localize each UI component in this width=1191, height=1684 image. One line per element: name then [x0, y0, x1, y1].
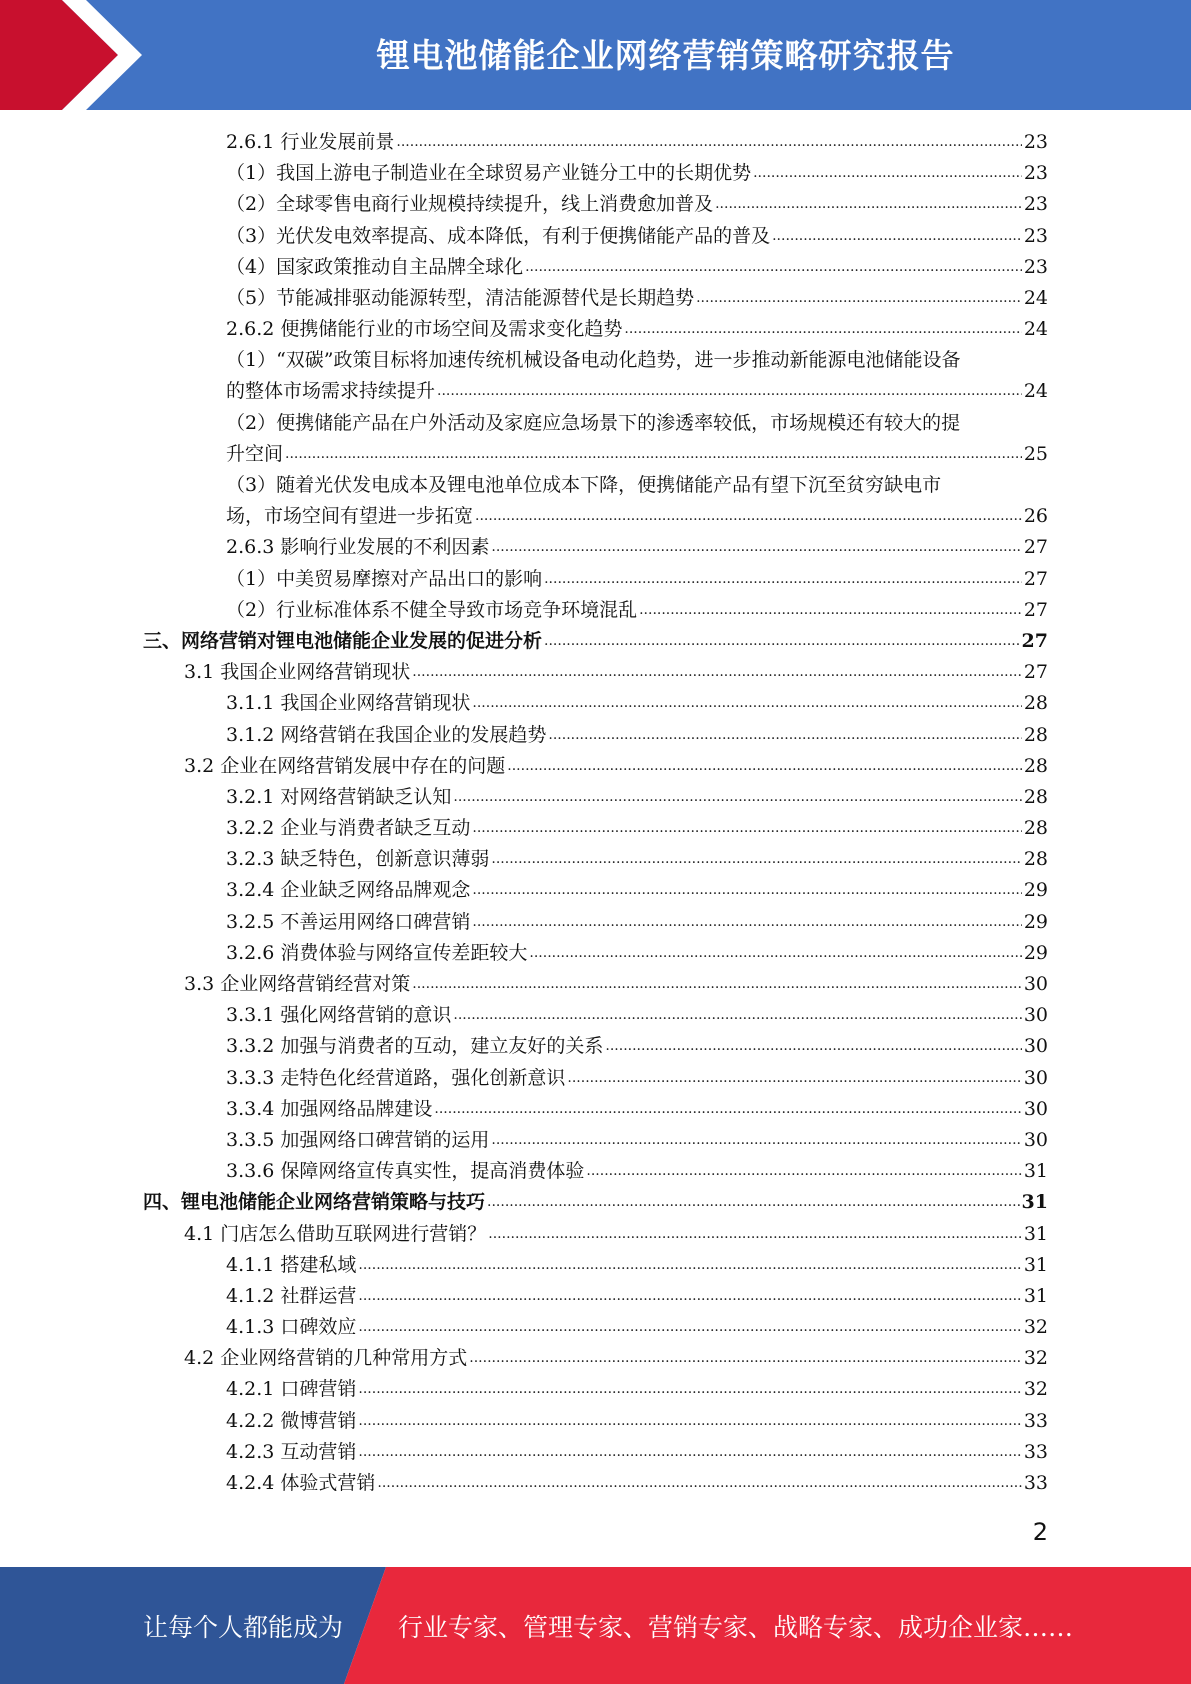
- toc-entry-title: 4.2.3 互动营销: [226, 1440, 357, 1463]
- toc-entry-title: 四、锂电池储能企业网络营销策略与技巧: [143, 1191, 486, 1214]
- toc-dot-leader: [358, 1250, 1021, 1281]
- toc-entry[interactable]: [0, 626, 1191, 657]
- toc-entry-title: （1）“双碳”政策目标将加速传统机械设备电动化趋势，进一步推动新能源电池储能设备: [226, 349, 961, 372]
- toc-entry-page: 24: [1023, 286, 1048, 309]
- toc-entry-title: 3.3.3 走特色化经营道路，强化创新意识: [226, 1066, 566, 1089]
- toc-entry-title: （3）光伏发电效率提高、成本降低，有利于便携储能产品的普及: [226, 224, 771, 247]
- toc-entry[interactable]: [0, 1281, 1191, 1312]
- toc-entry-page: 23: [1023, 224, 1048, 247]
- toc-entry-title: 3.2.6 消费体验与网络宣传差距较大: [226, 941, 528, 964]
- toc-entry-page: 29: [1023, 879, 1048, 902]
- toc-entry[interactable]: [0, 688, 1191, 719]
- toc-entry[interactable]: [0, 1187, 1191, 1218]
- table-of-contents: [0, 127, 1191, 1499]
- page-footer: [0, 1567, 1191, 1684]
- toc-entry[interactable]: [0, 969, 1191, 1000]
- toc-entry-title: 3.2.2 企业与消费者缺乏互动: [226, 817, 471, 840]
- toc-entry[interactable]: [0, 657, 1191, 688]
- toc-entry-page: 28: [1023, 723, 1048, 746]
- toc-entry[interactable]: [0, 1406, 1191, 1437]
- toc-dot-leader: [472, 813, 1021, 844]
- toc-entry[interactable]: [0, 408, 1191, 439]
- toc-dot-leader: [472, 907, 1021, 938]
- toc-entry-title: 3.3.4 加强网络品牌建设: [226, 1097, 433, 1120]
- toc-entry-page: 28: [1023, 848, 1048, 871]
- toc-dot-leader: [285, 439, 1022, 470]
- toc-entry[interactable]: [0, 158, 1191, 189]
- toc-entry[interactable]: [0, 501, 1191, 532]
- toc-dot-leader: [358, 1406, 1021, 1437]
- toc-dot-leader: [586, 1156, 1021, 1187]
- toc-entry[interactable]: [0, 907, 1191, 938]
- toc-entry[interactable]: [0, 314, 1191, 345]
- toc-dot-leader: [507, 751, 1022, 782]
- toc-entry[interactable]: [0, 1343, 1191, 1374]
- toc-entry-title: 3.2.1 对网络营销缺乏认知: [226, 785, 452, 808]
- toc-dot-leader: [358, 1374, 1021, 1405]
- toc-dot-leader: [469, 1343, 1022, 1374]
- toc-entry-page: 31: [1023, 1222, 1048, 1245]
- toc-entry-page: 30: [1023, 973, 1048, 996]
- toc-entry-title: 3.2.5 不善运用网络口碑营销: [226, 910, 471, 933]
- toc-entry[interactable]: [0, 1468, 1191, 1499]
- toc-entry[interactable]: [0, 221, 1191, 252]
- toc-entry[interactable]: [0, 938, 1191, 969]
- toc-entry[interactable]: [0, 782, 1191, 813]
- toc-entry-title: 2.6.3 影响行业发展的不利因素: [226, 536, 490, 559]
- toc-entry-page: 23: [1023, 193, 1048, 216]
- toc-entry-title: 3.3 企业网络营销经营对策: [184, 973, 411, 996]
- toc-dot-leader: [396, 127, 1021, 158]
- toc-entry-title: 3.3.6 保障网络宣传真实性，提高消费体验: [226, 1160, 585, 1183]
- toc-dot-leader: [491, 844, 1021, 875]
- toc-entry-title: （2）行业标准体系不健全导致市场竞争环境混乱: [226, 598, 638, 621]
- toc-entry[interactable]: [0, 1437, 1191, 1468]
- toc-entry-title: 的整体市场需求持续提升: [226, 380, 436, 403]
- toc-entry[interactable]: [0, 595, 1191, 626]
- toc-dot-leader: [525, 252, 1022, 283]
- header-arrow-decoration: [0, 0, 160, 110]
- toc-dot-leader: [696, 283, 1022, 314]
- toc-entry-title: 3.3.1 强化网络营销的意识: [226, 1004, 452, 1027]
- toc-entry[interactable]: [0, 345, 1191, 376]
- toc-entry[interactable]: [0, 720, 1191, 751]
- toc-entry-title: （4）国家政策推动自主品牌全球化: [226, 255, 524, 278]
- toc-entry-page: 28: [1023, 785, 1048, 808]
- toc-entry[interactable]: [0, 1219, 1191, 1250]
- toc-entry-page: 32: [1023, 1316, 1048, 1339]
- toc-entry-page: 30: [1023, 1097, 1048, 1120]
- toc-entry-title: 3.3.5 加强网络口碑营销的运用: [226, 1128, 490, 1151]
- toc-entry-title: （3）随着光伏发电成本及锂电池单位成本下降，便携储能产品有望下沉至贫穷缺电市: [226, 474, 942, 497]
- toc-entry-title: 4.2.1 口碑营销: [226, 1378, 357, 1401]
- toc-entry-page: 27: [1021, 629, 1048, 652]
- toc-entry-page: 27: [1023, 536, 1048, 559]
- page-header: [0, 0, 1191, 110]
- toc-dot-leader: [434, 1094, 1021, 1125]
- toc-entry-page: 31: [1021, 1191, 1048, 1214]
- toc-entry-page: 32: [1023, 1347, 1048, 1370]
- toc-dot-leader: [544, 564, 1022, 595]
- toc-entry-title: 3.2 企业在网络营销发展中存在的问题: [184, 754, 506, 777]
- toc-entry-page: 33: [1023, 1409, 1048, 1432]
- footer-slogan-right: 行业专家、管理专家、营销专家、战略专家、成功企业家……: [398, 1612, 1074, 1642]
- toc-entry-page: 30: [1023, 1066, 1048, 1089]
- toc-entry-title: 4.2.2 微博营销: [226, 1409, 357, 1432]
- toc-dot-leader: [624, 314, 1021, 345]
- toc-entry-title: 4.1.3 口碑效应: [226, 1316, 357, 1339]
- toc-entry-title: 3.1 我国企业网络营销现状: [184, 661, 411, 684]
- toc-dot-leader: [412, 657, 1022, 688]
- toc-dot-leader: [412, 969, 1022, 1000]
- toc-entry-page: 28: [1023, 692, 1048, 715]
- toc-entry[interactable]: [0, 1312, 1191, 1343]
- toc-entry[interactable]: [0, 470, 1191, 501]
- toc-entry-title: 4.2 企业网络营销的几种常用方式: [184, 1347, 468, 1370]
- toc-entry-title: （5）节能减排驱动能源转型，清洁能源替代是长期趋势: [226, 286, 695, 309]
- toc-entry-title: 3.1.2 网络营销在我国企业的发展趋势: [226, 723, 547, 746]
- toc-dot-leader: [453, 1000, 1021, 1031]
- toc-entry[interactable]: [0, 283, 1191, 314]
- report-title: 锂电池储能企业网络营销策略研究报告: [376, 35, 955, 75]
- toc-entry[interactable]: [0, 1031, 1191, 1062]
- toc-entry[interactable]: [0, 127, 1191, 158]
- toc-entry[interactable]: [0, 564, 1191, 595]
- toc-entry[interactable]: [0, 844, 1191, 875]
- toc-dot-leader: [358, 1312, 1021, 1343]
- toc-dot-leader: [487, 1187, 1020, 1218]
- toc-dot-leader: [772, 221, 1022, 252]
- toc-entry[interactable]: [0, 252, 1191, 283]
- toc-dot-leader: [437, 376, 1022, 407]
- toc-dot-leader: [605, 1031, 1021, 1062]
- toc-dot-leader: [548, 720, 1021, 751]
- toc-entry-page: 31: [1023, 1160, 1048, 1183]
- toc-entry-page: 28: [1023, 817, 1048, 840]
- toc-entry-page: 27: [1023, 567, 1048, 590]
- footer-slogan-left: 让每个人都能成为: [143, 1612, 344, 1642]
- toc-dot-leader: [475, 501, 1022, 532]
- toc-entry[interactable]: [0, 876, 1191, 907]
- toc-entry[interactable]: [0, 1094, 1191, 1125]
- toc-entry-title: 三、网络营销对锂电池储能企业发展的促进分析: [143, 629, 543, 652]
- toc-entry-title: 3.2.4 企业缺乏网络品牌观念: [226, 879, 471, 902]
- toc-entry-page: 32: [1023, 1378, 1048, 1401]
- toc-entry[interactable]: [0, 1125, 1191, 1156]
- toc-entry-page: 27: [1023, 661, 1048, 684]
- toc-entry-title: 4.1 门店怎么借助互联网进行营销？: [184, 1222, 487, 1245]
- toc-entry[interactable]: [0, 1375, 1191, 1406]
- toc-dot-leader: [491, 1125, 1021, 1156]
- toc-entry[interactable]: [0, 532, 1191, 563]
- toc-entry-title: 升空间: [226, 442, 284, 465]
- toc-entry-page: 29: [1023, 941, 1048, 964]
- toc-dot-leader: [639, 595, 1022, 626]
- toc-entry-page: 30: [1023, 1004, 1048, 1027]
- toc-entry[interactable]: [0, 1000, 1191, 1031]
- toc-entry-title: 4.1.2 社群运营: [226, 1284, 357, 1307]
- toc-dot-leader: [472, 688, 1021, 719]
- toc-dot-leader: [715, 189, 1022, 220]
- toc-dot-leader: [529, 938, 1021, 969]
- toc-entry-page: 24: [1023, 380, 1048, 403]
- toc-entry-page: 33: [1023, 1440, 1048, 1463]
- toc-entry[interactable]: [0, 439, 1191, 470]
- toc-entry-page: 29: [1023, 910, 1048, 933]
- toc-entry-title: （1）中美贸易摩擦对产品出口的影响: [226, 567, 543, 590]
- toc-dot-leader: [567, 1063, 1021, 1094]
- toc-entry[interactable]: [0, 189, 1191, 220]
- toc-dot-leader: [453, 782, 1021, 813]
- toc-entry-page: 25: [1023, 442, 1048, 465]
- toc-entry-page: 30: [1023, 1128, 1048, 1151]
- page-number: 2: [1032, 1518, 1048, 1546]
- toc-entry[interactable]: [0, 1156, 1191, 1187]
- toc-entry-title: 场，市场空间有望进一步拓宽: [226, 505, 474, 528]
- toc-entry-page: 31: [1023, 1284, 1048, 1307]
- toc-entry-title: 4.2.4 体验式营销: [226, 1472, 376, 1495]
- toc-dot-leader: [488, 1219, 1022, 1250]
- toc-entry-title: 2.6.1 行业发展前景: [226, 130, 395, 153]
- toc-dot-leader: [544, 626, 1020, 657]
- toc-entry[interactable]: [0, 377, 1191, 408]
- toc-dot-leader: [491, 532, 1021, 563]
- toc-entry[interactable]: [0, 813, 1191, 844]
- toc-entry-title: （2）全球零售电商行业规模持续提升，线上消费愈加普及: [226, 193, 714, 216]
- toc-entry[interactable]: [0, 751, 1191, 782]
- toc-entry-page: 24: [1023, 318, 1048, 341]
- toc-entry-title: （2）便携储能产品在户外活动及家庭应急场景下的渗透率较低，市场规模还有较大的提: [226, 411, 961, 434]
- toc-entry-page: 30: [1023, 1035, 1048, 1058]
- toc-entry[interactable]: [0, 1250, 1191, 1281]
- toc-entry-page: 23: [1023, 162, 1048, 185]
- toc-entry-title: 2.6.2 便携储能行业的市场空间及需求变化趋势: [226, 318, 623, 341]
- toc-entry-page: 33: [1023, 1472, 1048, 1495]
- toc-dot-leader: [377, 1468, 1021, 1499]
- toc-entry-title: 4.1.1 搭建私域: [226, 1253, 357, 1276]
- toc-entry-page: 23: [1023, 130, 1048, 153]
- toc-dot-leader: [472, 875, 1021, 906]
- toc-entry-page: 23: [1023, 255, 1048, 278]
- toc-entry-title: （1）我国上游电子制造业在全球贸易产业链分工中的长期优势: [226, 162, 752, 185]
- toc-dot-leader: [358, 1437, 1021, 1468]
- toc-dot-leader: [358, 1281, 1021, 1312]
- toc-entry-page: 26: [1023, 505, 1048, 528]
- toc-entry-title: 3.2.3 缺乏特色，创新意识薄弱: [226, 848, 490, 871]
- toc-entry-title: 3.1.1 我国企业网络营销现状: [226, 692, 471, 715]
- toc-entry-page: 28: [1023, 754, 1048, 777]
- toc-entry-page: 27: [1023, 598, 1048, 621]
- toc-entry-page: 31: [1023, 1253, 1048, 1276]
- toc-entry[interactable]: [0, 1063, 1191, 1094]
- toc-entry-title: 3.3.2 加强与消费者的互动，建立友好的关系: [226, 1035, 604, 1058]
- toc-dot-leader: [753, 158, 1022, 189]
